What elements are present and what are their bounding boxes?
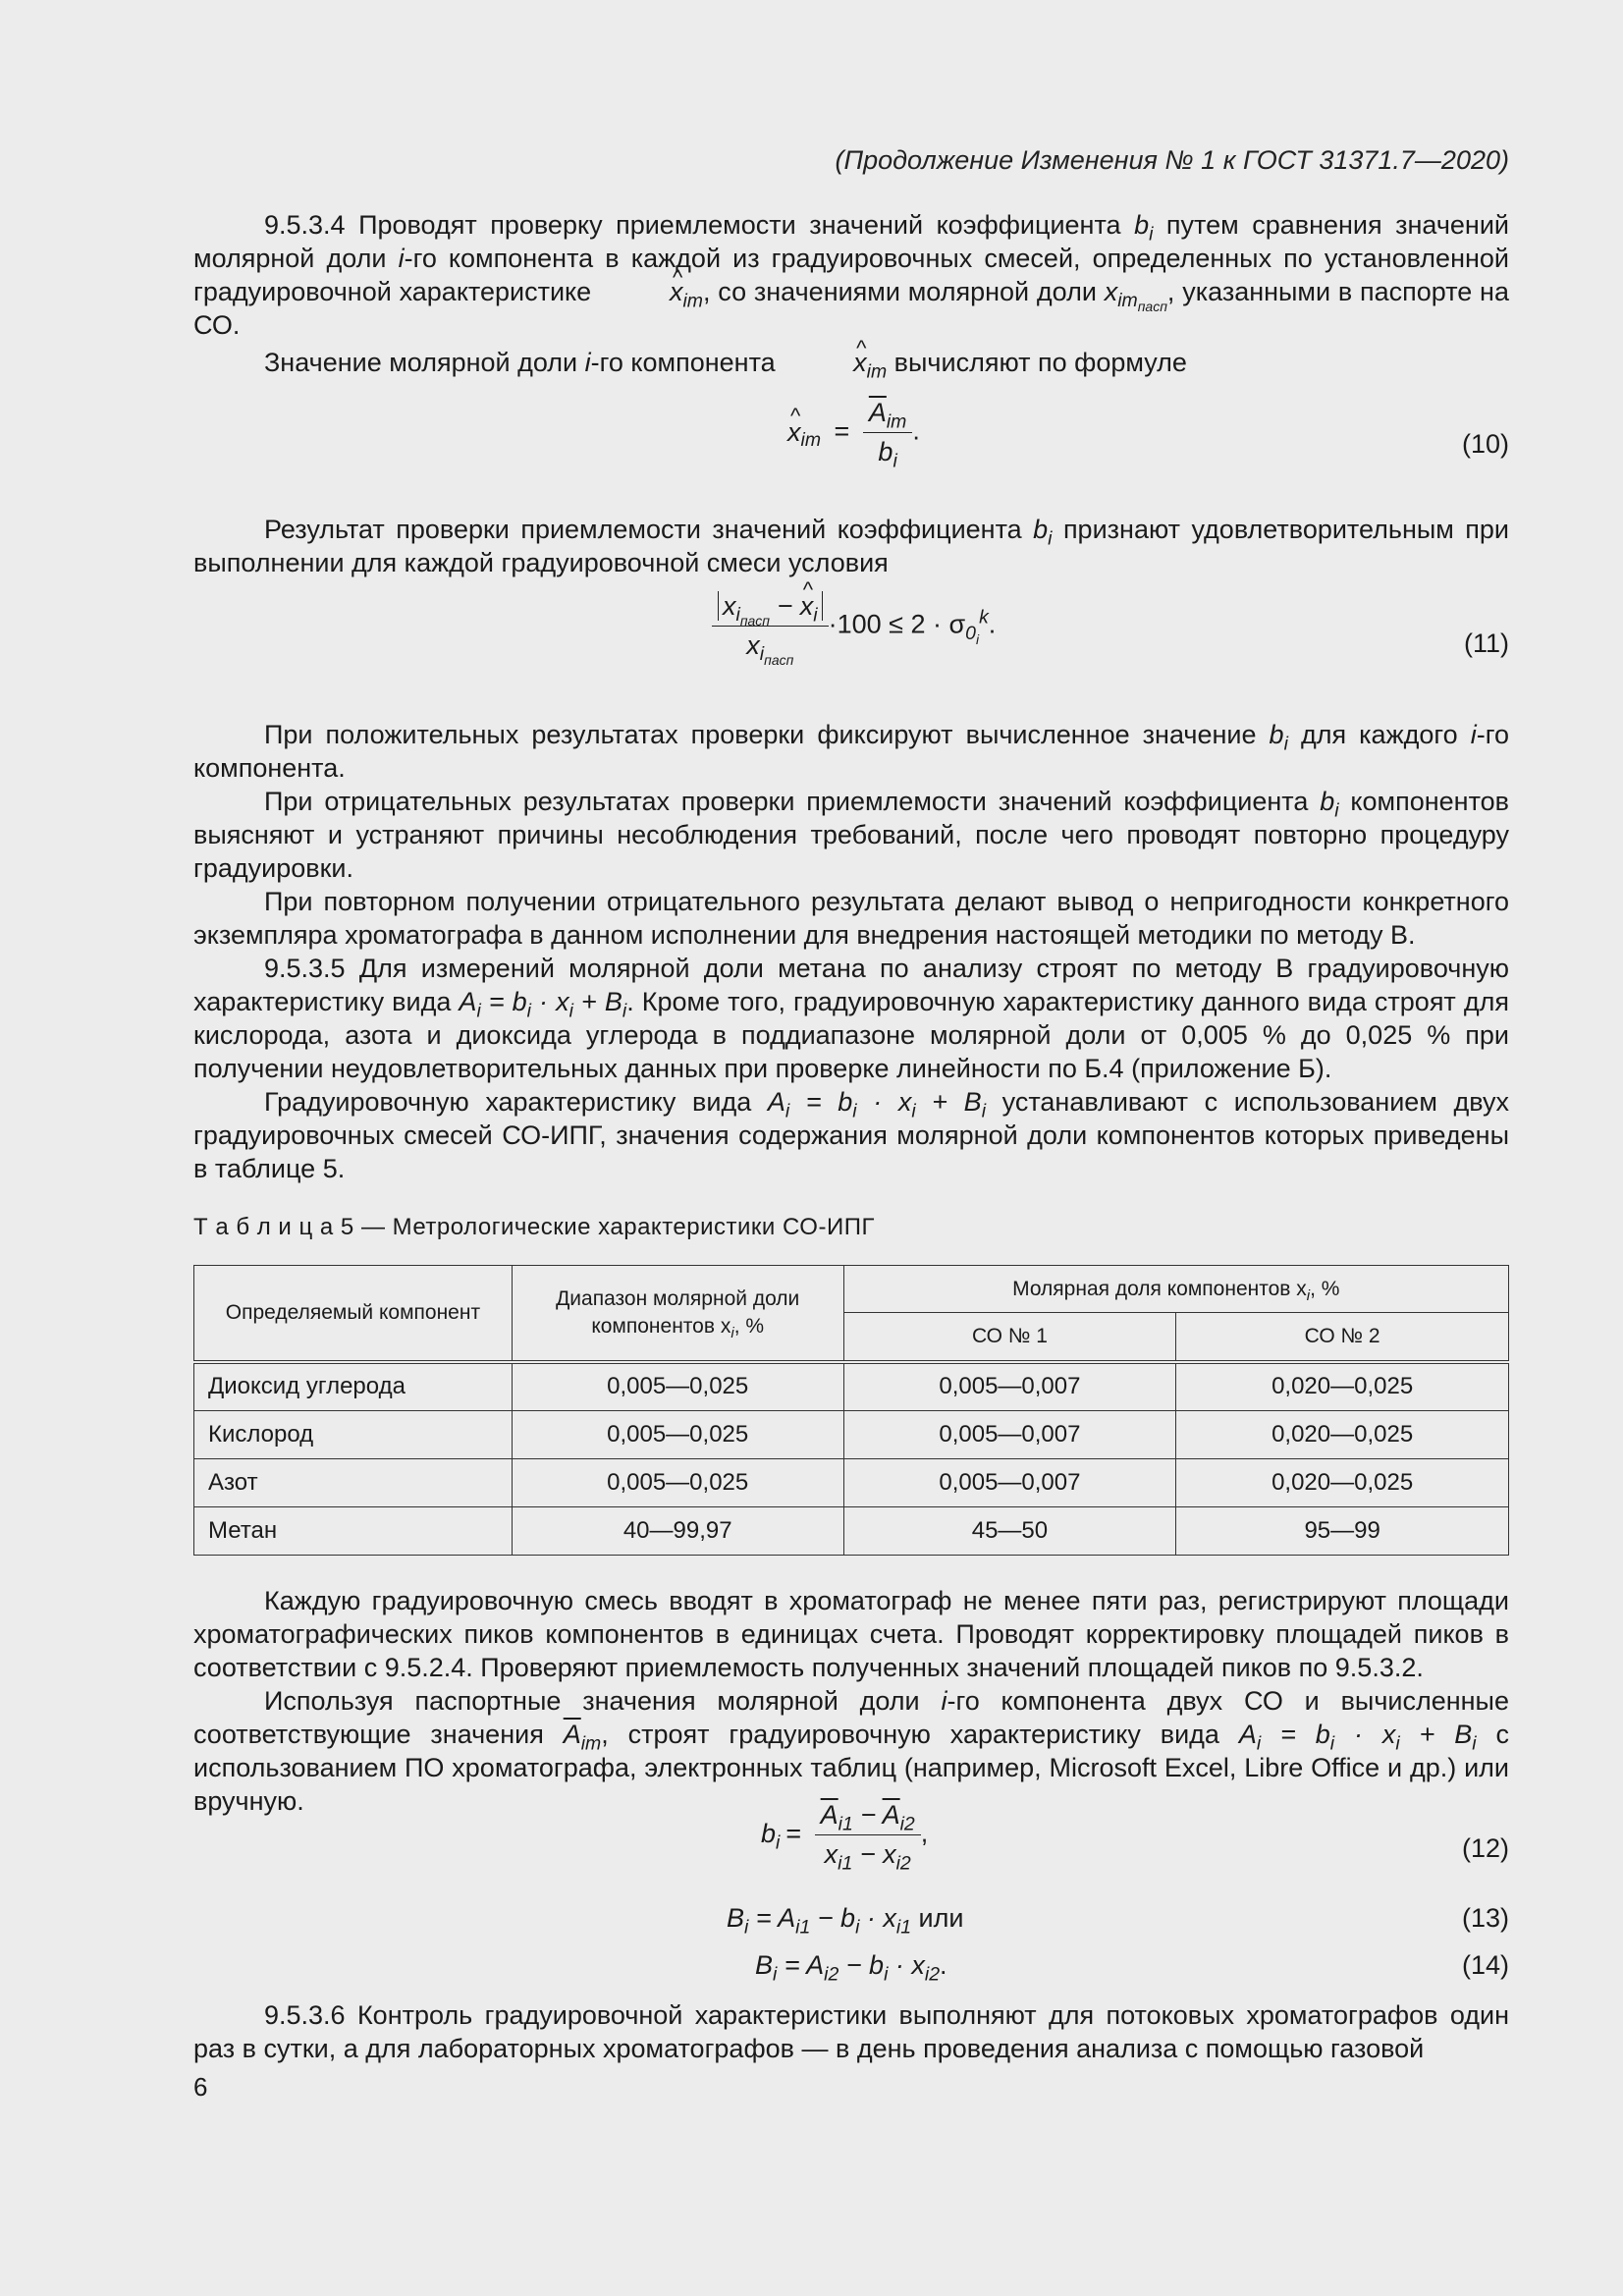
table-cell: 0,005—0,007 xyxy=(843,1458,1176,1506)
table-caption: Т а б л и ц а 5 — Метрологические характеристики СО-ИПГ xyxy=(193,1214,875,1240)
equation-number: (10) xyxy=(1461,429,1509,459)
table-5 xyxy=(193,1265,1509,1556)
paragraph: 9.5.3.4 Проводят проверку приемлемости значений коэффициента $b_i$ путем сравнения значений молярной доли i-го компонента в каждой из градуировочных смесей, определенных по установленной градуировочной характеристике ^ $x_{im}$, со значениями молярной доли $x_{im_{пасп}}$, указанными в паспорте на СО. xyxy=(193,208,1509,342)
equation-number: (13) xyxy=(1461,1903,1509,1933)
table-cell: Азот xyxy=(194,1458,513,1506)
paragraph: При повторном получении отрицательного результата делают вывод о непригодности конкретного экземпляра хроматографа в данном исполнении для внедрения настоящей методики по методу В. xyxy=(193,887,1509,950)
equation-number: (11) xyxy=(1463,629,1509,658)
section-procedure xyxy=(193,1584,1509,1818)
paragraph: 9.5.3.5 Для измерений молярной доли метана по анализу строят по методу В градуировочную характеристику вида $A_i = b_i \cdot x_i + B_i$. Кроме того, градуировочную характеристику данного вида строят для кислорода, азота и диоксида углерода в поддиапазоне молярной доли от 0,005 % до 0,025 % при получении неудовлетворительных данных при проверке линейности по Б.4 (приложение Б). xyxy=(193,954,1509,1083)
paragraph: Каждую градуировочную смесь вводят в хроматограф не менее пяти раз, регистрируют площади хроматографических пиков компонентов в единицах счета. Проводят корректировку площадей пиков в соответствии с 9.5.2.4. Проверяют приемлемость полученных значений площадей пиков по 9.5.3.2. xyxy=(193,1586,1509,1682)
table-row xyxy=(194,1458,1509,1506)
section-9-5-3-6 xyxy=(193,1998,1509,2065)
section-9-5-3-4 xyxy=(193,208,1510,383)
table-row xyxy=(194,1506,1509,1555)
table-cell: 0,005—0,007 xyxy=(843,1362,1176,1410)
table-cell: 0,005—0,007 xyxy=(843,1410,1176,1458)
table-cell: Диоксид углерода xyxy=(194,1362,513,1410)
table-cell: Метан xyxy=(194,1506,513,1555)
table-cell: 45—50 xyxy=(843,1506,1176,1555)
column-header: Молярная доля компонентов $x_i$, % xyxy=(843,1266,1508,1313)
equation-number: (12) xyxy=(1461,1833,1509,1863)
equation-number: (14) xyxy=(1461,1950,1509,1980)
table-cell: 0,005—0,025 xyxy=(512,1458,843,1506)
table-cell: 0,020—0,025 xyxy=(1176,1362,1509,1410)
section-results xyxy=(193,718,1509,1185)
column-header: Определяемый компонент xyxy=(194,1266,513,1363)
table-cell: 0,020—0,025 xyxy=(1176,1410,1509,1458)
table-cell: 40—99,97 xyxy=(512,1506,843,1555)
table-cell: 0,020—0,025 xyxy=(1176,1458,1509,1506)
table-row xyxy=(194,1410,1509,1458)
column-header: Диапазон молярной доли компонентов $x_i$, % xyxy=(512,1266,843,1363)
table-cell: 0,005—0,025 xyxy=(512,1362,843,1410)
table-cell: 0,005—0,025 xyxy=(512,1410,843,1458)
paragraph: Градуировочную характеристику вида $A_i = b_i \cdot x_i + B_i$ устанавливают с использованием двух градуировочных смесей СО-ИПГ, значения содержания молярной доли компонентов которых приведены в таблице 5. xyxy=(193,1087,1510,1183)
formula-14: $B_i = A_{i2} - b_i \cdot x_{i2}$. (14) xyxy=(755,1950,1509,1986)
page-number: 6 xyxy=(193,2072,208,2102)
paragraph: 9.5.3.6 Контроль градуировочной характеристики выполняют для потоковых хроматографов один раз в сутки, а для лабораторных хроматографов — в день проведения анализа с помощью газовой xyxy=(193,2000,1509,2063)
column-subheader: СО № 2 xyxy=(1176,1313,1509,1363)
page-header: (Продолжение Изменения № 1 к ГОСТ 31371.7—2020) xyxy=(835,145,1509,175)
formula-12: $b_i$ = $\frac{\overline{A}_{i1} - \overline{A}_{i2}}{x_{i1} - x_{i2}}$ , (12) xyxy=(761,1800,1509,1875)
table-row xyxy=(194,1362,1509,1410)
paragraph: При отрицательных результатах проверки приемлемости значений коэффициента $b_i$ компонентов выясняют и устраняют причины несоблюдения требований, после чего проводят повторно процедуру градуировки. xyxy=(193,787,1510,883)
formula-13: $B_i = A_{i1} - b_i \cdot x_{i1}$ или (13) xyxy=(727,1903,1509,1939)
formula-10: ^ $x_{im}$ = $\frac{\overline{A}_{im}}{b_i}$ . (10) xyxy=(193,398,1509,486)
section-result-check xyxy=(193,513,1509,579)
table-cell: Кислород xyxy=(194,1410,513,1458)
paragraph: Результат проверки приемлемости значений коэффициента $b_i$ признают удовлетворительным при выполнении для каждой градуировочной смеси условия xyxy=(193,515,1509,577)
paragraph: Используя паспортные значения молярной доли i-го компонента двух СО и вычисленные соответствующие значения $\overline{A}_{im}$, строят градуировочную характеристику вида $A_i = b_i \cdot x_i + B_i$ с использованием ПО хроматографа, электронных таблиц (например, Microsoft Excel, Libre Office и др.) или вручную. xyxy=(193,1686,1509,1816)
paragraph: Значение молярной доли i-го компонента ^ $x_{im}$ вычисляют по формуле xyxy=(193,346,1509,379)
column-subheader: СО № 1 xyxy=(843,1313,1176,1363)
paragraph: При положительных результатах проверки фиксируют вычисленное значение $b_i$ для каждого i-го компонента. xyxy=(193,720,1509,783)
table-cell: 95—99 xyxy=(1176,1506,1509,1555)
formula-11: $\frac{x_{i_{пасп}} - \^{} x_i}{x_{i_{пасп}}}$ $\cdot 100 \le 2 \cdot \sigma_{0_i}^k$. (11) xyxy=(193,591,1509,699)
